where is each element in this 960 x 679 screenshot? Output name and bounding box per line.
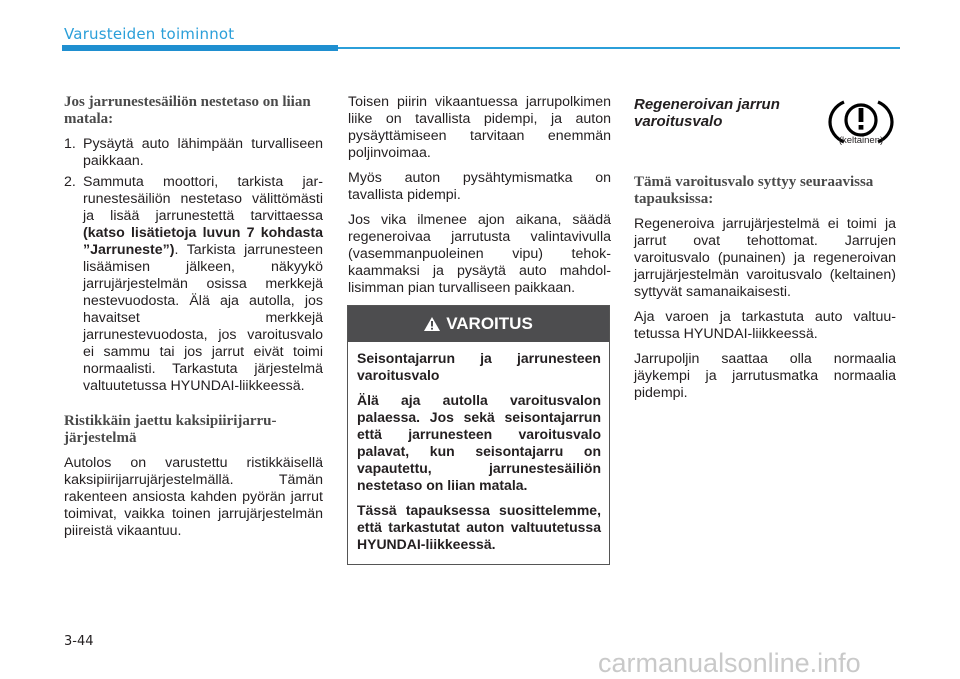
paragraph: Aja varoen ja tarkastuta auto valtuutetussa HYUNDAI-liikkeessä. [634,309,896,342]
paragraph: Myös auton pysähtymismatka on tavallista pidempi. [348,170,611,203]
warning-paragraph: Tässä tapauksessa suosittelemme, että tarkastutat auton valtuutetussa HYUNDAI-liikkeessä. [357,502,601,552]
warning-triangle-icon [424,317,440,331]
paragraph: Regeneroiva jarrujärjestelmä ei toimi ja jarrut ovat tehottomat. Jarrujen varoitusvalo (punainen) ja regeneroivan jarrujärjestelmän varoitusvalo (keltainen) syttyvät samanaikaisesti. [634,216,896,300]
warning-body [348,342,609,553]
list-item [64,174,323,395]
dual-circuit-heading: Ristikkäin jaettu kaksipiirijarrujärjestelmä [64,413,277,446]
header-rule-thin [338,47,900,49]
paragraph: Jos vika ilmenee ajon aikana, säädä regeneroivaa jarrutusta valintavivulla (vasemmanpuoleinen vipu) tehokkaammaksi ja pysäytä auto mahdollisimman pian turvalliseen paikkaan. [348,212,611,296]
step-text-part: Sammuta moottori, tarkista jarrunestesäiliön nestetaso välittömästi ja lisää jarrunestettä tarvittaessa [83,174,323,224]
step-text: Pysäytä auto lähimpään turvalliseen paikkaan. [83,136,323,169]
column-1 [64,94,323,548]
warning-label: VAROITUS [446,314,533,333]
page-number: 3-44 [64,634,94,649]
watermark: carmanualsonline.info [598,648,861,678]
warning-title: Seisontajarrun ja jarrunesteen varoitusvalo [357,350,601,383]
column-3 [634,174,896,410]
column-2 [348,94,611,305]
regen-warning-title: Regeneroivan jarrun varoitusvalo [634,96,780,130]
list-item [64,136,323,170]
lamp-caption: (keltainen) [838,135,884,146]
warning-header [348,306,609,342]
paragraph: Jarrupoljin saattaa olla normaalia jäykempi ja jarrutusmatka normaalia pidempi. [634,351,896,401]
low-fluid-heading: Jos jarrunestesäiliön nestetaso on liian matala: [64,94,311,127]
step-number: 1. [64,136,76,152]
warning-box [347,305,610,565]
regen-heading: Tämä varoitusvalo syttyy seuraavissa tapauksissa: [634,174,874,207]
steps-list [64,136,323,395]
step-text-part: . Tarkista jarrunesteen lisäämisen jälkeen, näkyykö jarrujärjestelmän osissa merkkejä nestevuodosta. Älä aja autolla, jos havaitset merkkejä jarrunestevuodosta, jos varoitusvalo ei sammu tai jos jarrut eivät toimi normaalisti. Tarkastuta järjestelmä valtuutetussa HYUNDAI-liikkeessä. [83,242,323,394]
section-title: Varusteiden toiminnot [64,25,235,43]
dual-circuit-paragraph: Autolos on varustettu ristikkäisellä kaksipiirijarrujärjestelmällä. Tämän rakenteen ansiosta kahden pyörän jarrut toimivat, vaikka toinen jarrujärjestelmän piireistä vikaantuu. [64,455,323,539]
header-rule-thick [62,45,338,51]
step-number: 2. [64,174,76,190]
step-text-reference: (katso lisätietoja luvun 7 kohdasta ”Jarruneste”) [83,225,323,258]
step-text [83,174,323,395]
warning-paragraph: Älä aja autolla varoitusvalon palaessa. Jos sekä seisontajarrun että jarrunesteen varoitusvalo palavat, kun seisontajarru on vapautettu, jarrunestesäiliön nestetaso on liian matala. [357,392,601,493]
paragraph: Toisen piirin vikaantuessa jarrupolkimen liike on tavallista pidempi, ja auton pysäyttämiseen tarvitaan enemmän poljinvoimaa. [348,94,611,161]
